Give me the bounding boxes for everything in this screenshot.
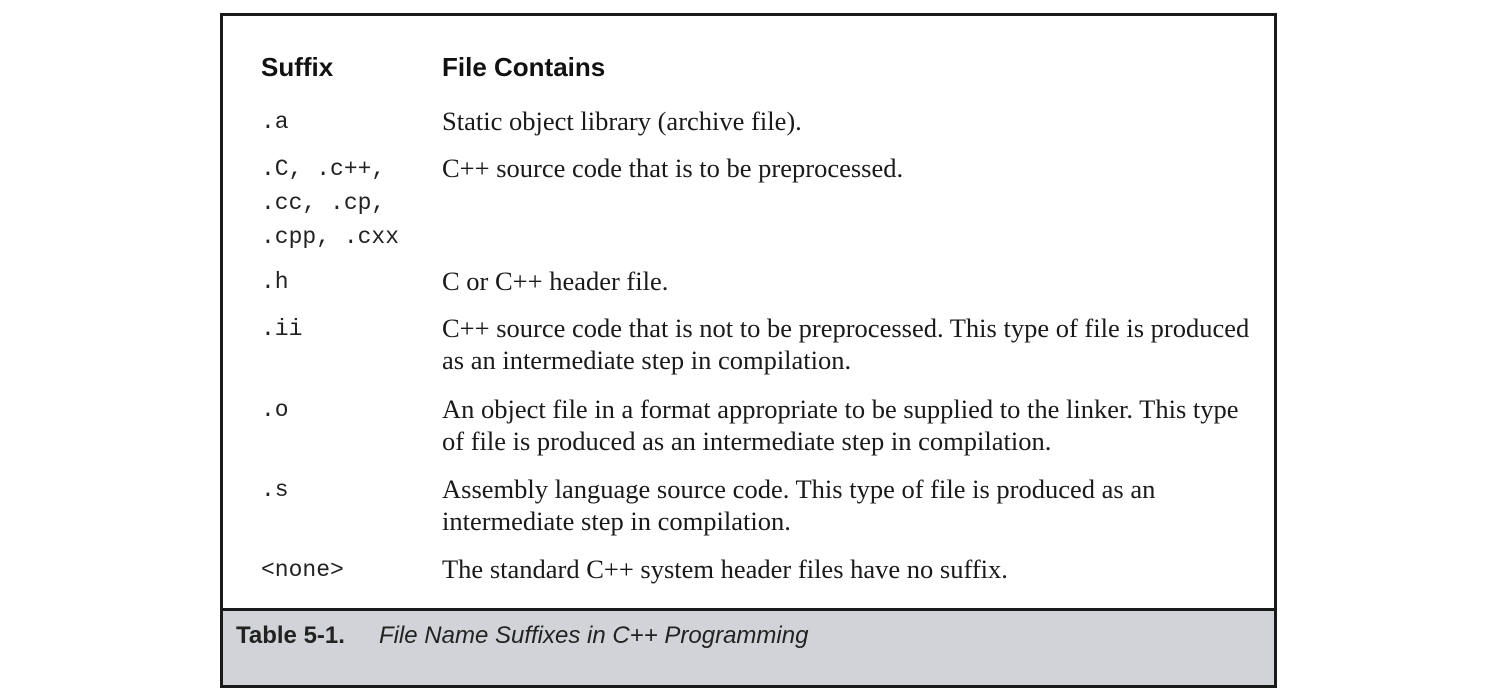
column-header-suffix: Suffix [261,52,334,82]
description-cell: C++ source code that is not to be preprocessed. This type of file is produced as an intermediate step in compilation. [442,313,1250,375]
suffix-cell: .o [261,397,289,423]
suffix-cell: .s [261,477,289,503]
description-cell: C++ source code that is to be preprocessed. [442,153,904,183]
suffix-table [220,13,1277,688]
table-body [223,16,1274,608]
description-cell: Static object library (archive file). [442,106,802,136]
description-cell: An object file in a format appropriate to be supplied to the linker. This type of file is produced as an intermediate step in compilation. [442,394,1239,456]
suffix-cell: .ii [261,316,303,342]
suffix-cell: <none> [261,557,344,583]
suffix-cell: .C, .c++, .cc, .cp, .cpp, .cxx [261,156,400,250]
suffix-cell: .a [261,109,289,135]
table-caption [236,619,808,653]
description-cell: The standard C++ system header files have no suffix. [442,554,1008,584]
suffix-cell: .h [261,269,289,295]
description-cell: Assembly language source code. This type of file is produced as an intermediate step in compilation. [442,474,1156,536]
caption-title: File Name Suffixes in C++ Programming [378,622,809,649]
table-header-row [223,49,1274,85]
description-cell: C or C++ header file. [442,266,669,296]
table-caption-band [223,611,1274,685]
caption-label: Table 5-1. [236,622,345,649]
column-header-file-contains: File Contains [442,52,606,82]
